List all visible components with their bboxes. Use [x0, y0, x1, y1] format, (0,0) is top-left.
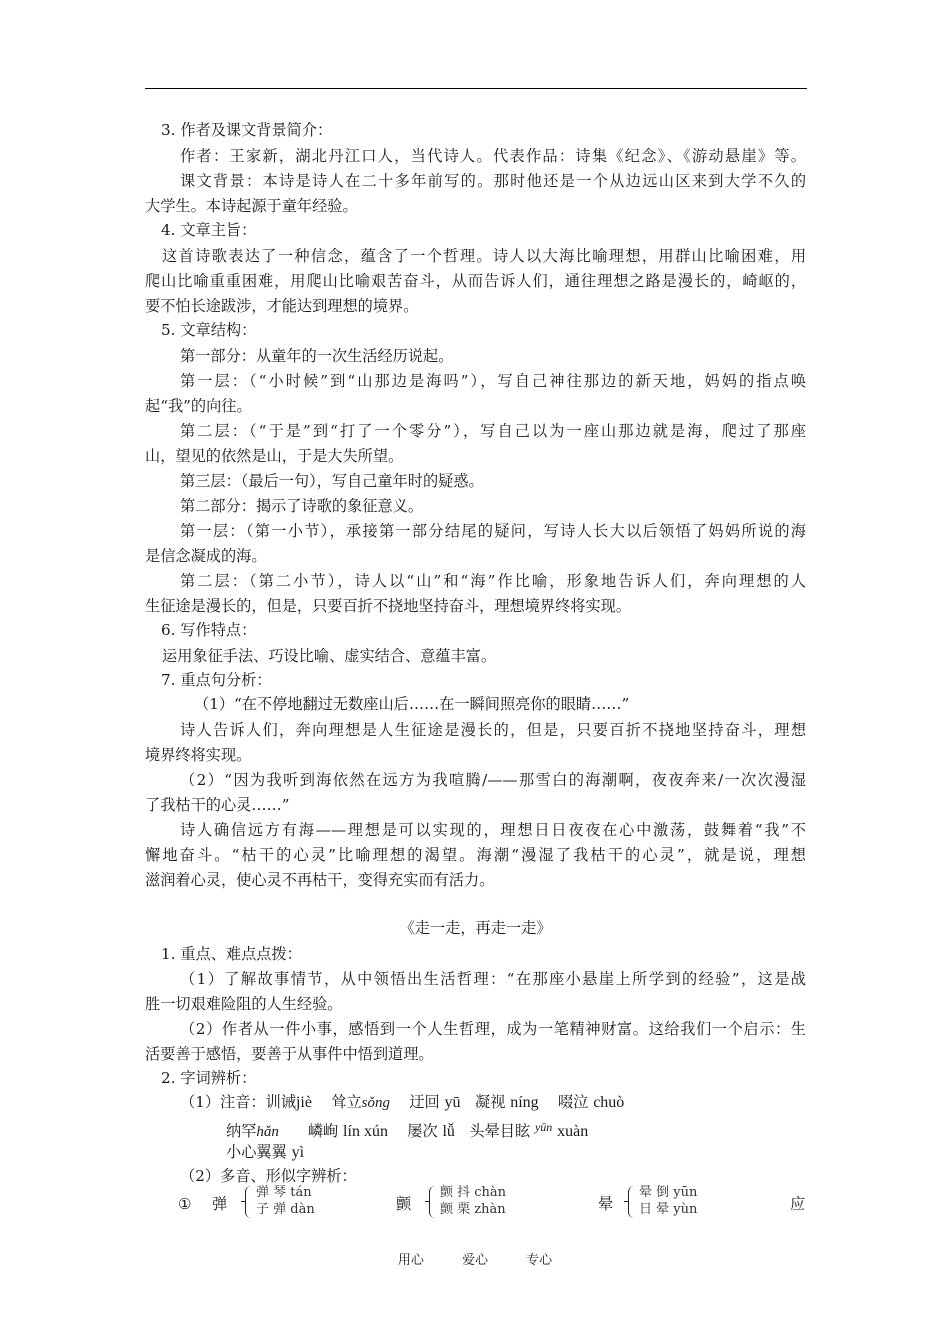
writing-features: 运用象征手法、巧设比喻、虚实结合、意蕴丰富。 — [162, 647, 497, 665]
lesson-heading-2: 2. 字词辨析： — [161, 1069, 257, 1087]
multi-reading-label: （2）多音、形似字辨析： — [180, 1167, 357, 1185]
brace-chan — [429, 1186, 438, 1218]
word-linxun: 嶙峋 — [307, 1122, 339, 1140]
section-5-heading: 5. 文章结构： — [161, 321, 257, 339]
section-7-heading: 7. 重点句分析： — [161, 671, 272, 689]
background-line-1: 课文背景：本诗是诗人在二十多年前写的。那时他还是一个从边远山区来到大学不久的 — [180, 172, 806, 190]
section-4-heading: 4. 文章主旨： — [161, 221, 257, 239]
char-yun: 晕 — [598, 1195, 614, 1213]
part1-layer2-line-2: 山，望见的依然是山，于是大失所望。 — [145, 447, 404, 465]
part1-layer2-line-1: 第二层：（“于是”到“打了一个零分”），写自己以为一座山那边就是海，爬过了那座 — [180, 422, 806, 440]
header-rule — [145, 88, 807, 89]
theme-line-1: 这首诗歌表达了一种信念，蕴含了一个哲理。诗人以大海比喻理想，用群山比喻困难，用 — [162, 247, 806, 265]
word-songli: 耸立 — [331, 1093, 362, 1111]
pinyin-han: hǎn — [256, 1124, 279, 1140]
item-number: ① — [178, 1195, 192, 1213]
pinyin-yun: yūn — [534, 1120, 553, 1134]
word-nahan: 纳罕 — [226, 1122, 257, 1140]
part1-layer1-line-1: 第一层：（“小时候”到“山那边是海吗”），写自己神往那边的新天地，妈妈的指点唤 — [180, 372, 806, 390]
word-xiaoxin-yiyi: 小心翼翼 — [226, 1143, 287, 1161]
theme-line-2: 爬山比喻重重困难，用爬山比喻艰苦奋斗，从而告诉人们，通往理想之路是漫长的，崎岖的， — [145, 272, 806, 290]
analysis-2-line-3: 滋润着心灵，使心灵不再枯干，变得充实而有活力。 — [145, 871, 495, 889]
key-sentence-1: （1）“在不停地翻过无数座山后……在一瞬间照亮你的眼睛……” — [194, 695, 630, 713]
reading-yun-2: 日 晕 yùn — [639, 1202, 698, 1217]
pinyin-song: sǒng — [361, 1095, 391, 1111]
part2-layer2-line-1: 第二层：（第二小节），诗人以“山”和“海”作比喻，形象地告诉人们，奔向理想的人 — [180, 572, 806, 590]
key-point-1-line-1: （1）了解故事情节，从中领悟出生活哲理：“在那座小悬崖上所学到的经验”，这是战 — [180, 970, 806, 988]
key-point-2-line-1: （2）作者从一件小事，感悟到一个人生哲理，成为一笔精神财富。这给我们一个启示：生 — [180, 1020, 806, 1038]
char-ying: 应 — [790, 1195, 806, 1213]
word-chuoqi: 啜泣 — [557, 1093, 589, 1111]
theme-line-3: 要不怕长途跋涉，才能达到理想的境界。 — [145, 297, 419, 315]
word-xunjie: 训诫 — [265, 1093, 296, 1111]
author-intro: 作者：王家新，湖北丹江口人，当代诗人。代表作品：诗集《纪念》、《游动悬崖》等。 — [180, 147, 806, 165]
analysis-1-line-2: 境界终将实现。 — [145, 746, 252, 764]
part2-layer1-line-2: 是信念凝成的海。 — [145, 547, 267, 565]
pinyin-chuo: chuò — [593, 1094, 625, 1111]
background-line-2: 大学生。本诗起源于童年经验。 — [145, 197, 358, 215]
pinyin-yu: yū — [444, 1094, 461, 1111]
page-footer — [0, 1249, 950, 1268]
pinyin-jie: jiè — [295, 1094, 312, 1111]
section-6-heading: 6. 写作特点： — [161, 621, 257, 639]
part2-layer1-line-1: 第一层：（第一小节），承接第一部分结尾的疑问，写诗人长大以后领悟了妈妈所说的海 — [180, 522, 806, 540]
reading-tan: 弹 琴 tán — [256, 1185, 312, 1200]
key-sentence-2-line-2: 了我枯干的心灵……” — [145, 796, 290, 814]
phonetic-row-2 — [226, 1117, 588, 1142]
analysis-1-line-1: 诗人告诉人们，奔向理想是人生征途是漫长的，但是，只要百折不挠地坚持奋斗，理想 — [180, 721, 806, 739]
lesson-heading-1: 1. 重点、难点点拨： — [161, 945, 302, 963]
footer-aixin: 爱心 — [461, 1253, 488, 1268]
section-3-heading: 3. 作者及课文背景简介： — [161, 121, 333, 139]
char-chan: 颤 — [396, 1195, 412, 1213]
reading-zhan: 颤 栗 zhàn — [440, 1202, 506, 1217]
key-point-2-line-2: 活要善于感悟，要善于从事件中悟到道理。 — [145, 1045, 434, 1063]
pinyin-xuan: xuàn — [557, 1123, 589, 1140]
brace-dan — [245, 1186, 254, 1218]
analysis-2-line-2: 懈地奋斗。“枯干的心灵”比喻理想的渴望。海潮“漫湿了我枯干的心灵”，就是说，理想 — [145, 846, 806, 864]
analysis-2-line-1: 诗人确信远方有海——理想是可以实现的，理想日日夜夜在心中激荡，鼓舞着“我”不 — [180, 821, 806, 839]
phonetic-row-3 — [226, 1142, 304, 1163]
lesson-title: 《走一走，再走一走》 — [399, 919, 552, 937]
phonetic-row-1 — [180, 1092, 624, 1113]
pinyin-ning: níng — [510, 1094, 539, 1111]
part1-layer1-line-2: 起“我”的向往。 — [145, 397, 252, 415]
pinyin-yi: yì — [291, 1144, 305, 1161]
word-yuhui: 迂回 — [409, 1093, 440, 1111]
structure-part-2: 第二部分：揭示了诗歌的象征意义。 — [180, 497, 423, 515]
brace-yun — [628, 1186, 637, 1218]
word-ningshi: 凝视 — [475, 1093, 506, 1111]
reading-yun-1: 晕 倒 yūn — [639, 1185, 698, 1200]
key-point-1-line-2: 胜一切艰难险阻的人生经验。 — [145, 995, 343, 1013]
char-dan: 弹 — [212, 1195, 228, 1213]
pinyin-lu: lǚ — [442, 1123, 455, 1140]
pinyin-linxun: lín xún — [343, 1123, 388, 1140]
footer-zhuanxin: 专心 — [526, 1253, 553, 1268]
reading-dan: 子 弹 dàn — [256, 1202, 315, 1217]
reading-chan: 颤 抖 chàn — [440, 1185, 507, 1200]
footer-yongxin: 用心 — [397, 1253, 424, 1268]
part1-layer3: 第三层：（最后一句），写自己童年时的疑惑。 — [180, 472, 484, 490]
phonetic-label: （1）注音： — [180, 1093, 266, 1111]
part2-layer2-line-2: 生征途是漫长的，但是，只要百折不挠地坚持奋斗，理想境界终将实现。 — [145, 597, 631, 615]
structure-part-1: 第一部分：从童年的一次生活经历说起。 — [180, 347, 454, 365]
word-luci: 屡次 — [407, 1122, 438, 1140]
word-touyun-muxuan: 头晕目眩 — [469, 1122, 531, 1140]
key-sentence-2-line-1: （2）“因为我听到海依然在远方为我喧腾/——那雪白的海潮啊，夜夜奔来/一次次漫湿 — [180, 771, 806, 789]
